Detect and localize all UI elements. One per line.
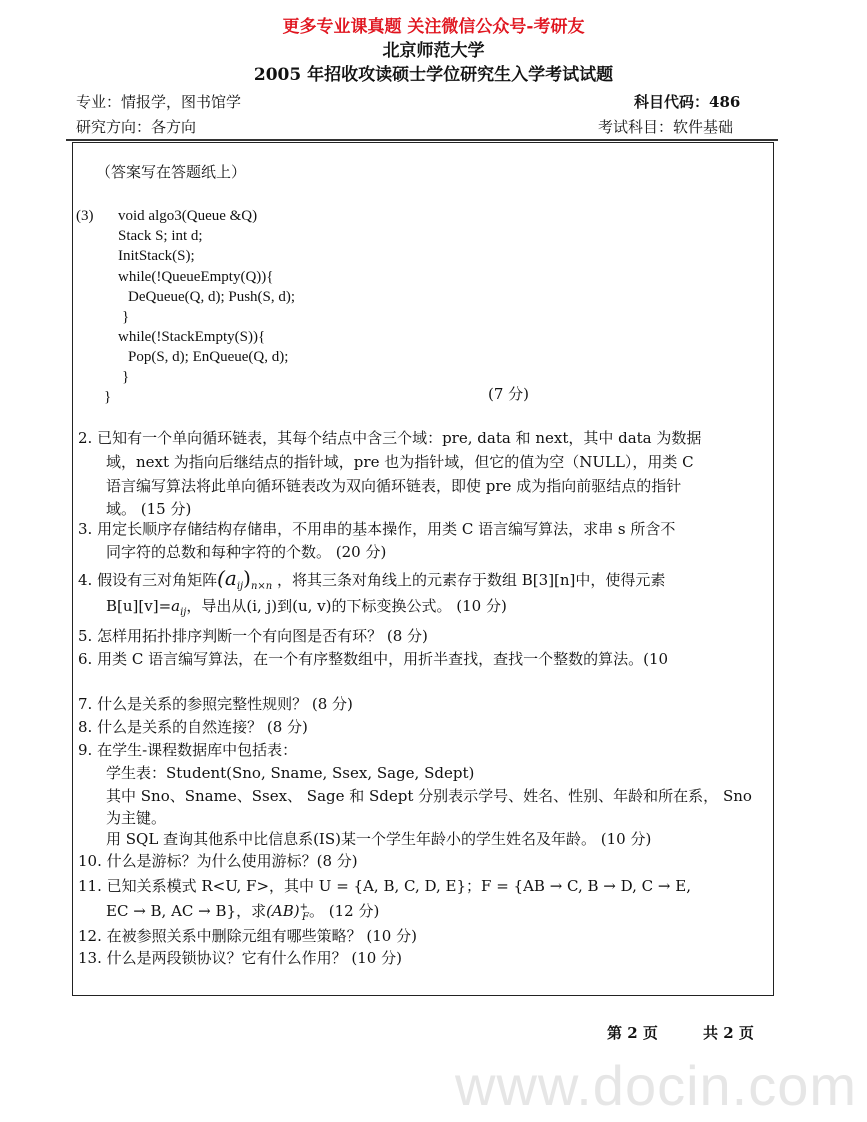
question-9: 9. 在学生-课程数据库中包括表：: [78, 741, 298, 759]
subject: 考试科目：软件基础: [598, 118, 734, 136]
code-line: while(!QueueEmpty(Q)){: [118, 269, 274, 285]
closure-subscript: F: [302, 912, 309, 923]
exam-title: 2005 年招收攻读硕士学位研究生入学考试试题: [253, 65, 614, 85]
question-4: 4. 假设有三对角矩阵$(a_{ij})_{n\times n}$ ，将其三条对角线上的元素存于数组 B[3][n]中，使得元素: [78, 566, 666, 592]
question-3: 3. 用定长顺序存储结构存储串，不用串的基本操作，用类 C 语言编写算法，求串 s 所含不: [78, 520, 676, 538]
question-3-line: 同字符的总数和每种字符的个数。 (20 分): [106, 543, 387, 561]
question-12: 12. 在被参照关系中删除元组有哪些策略？ (10 分): [78, 927, 417, 945]
answer-note: （答案写在答题纸上）: [96, 163, 247, 181]
aij-symbol: a: [171, 597, 181, 615]
aij-subscript: ij: [180, 607, 187, 618]
page-total: 共 2 页: [703, 1024, 754, 1042]
code-score: (7 分): [488, 385, 530, 403]
question-8: 8. 什么是关系的自然连接？ (8 分): [78, 718, 308, 736]
question-9-line: 其中 Sno、Sname、Ssex、 Sage 和 Sdept 分别表示学号、姓名、性别、年龄和所在系， Sno: [106, 787, 752, 805]
code-line: }: [104, 389, 112, 405]
question-11-text: EC → B, AC → B}，求: [106, 902, 267, 920]
code-line: }: [122, 369, 130, 385]
code-line: Pop(S, d); EnQueue(Q, d);: [128, 349, 289, 365]
question-2: 2. 已知有一个单向循环链表，其每个结点中含三个域：pre, data 和 next，其中 data 为数据: [78, 429, 702, 447]
question-11-line: [106, 902, 380, 923]
question-6: 6. 用类 C 语言编写算法，在一个有序整数组中，用折半查找，查找一个整数的算法。(10: [78, 650, 669, 668]
question-11-text: 。 (12 分): [308, 902, 380, 920]
university-name: 北京师范大学: [382, 41, 485, 61]
question-4-text: 4. 假设有三对角矩阵: [78, 571, 218, 589]
question-9-line: 用 SQL 查询其他系中比信息系(IS)某一个学生年龄小的学生姓名及年龄。 (10 分): [106, 830, 652, 848]
question-9-line: 学生表：Student(Sno, Sname, Ssex, Sage, Sdept): [106, 764, 475, 782]
watermark: www.docin.com: [455, 1054, 858, 1117]
question-4-text: ，将其三条对角线上的元素存于数组 B[3][n]中，使得元素: [277, 571, 666, 589]
question-11: 11. 已知关系模式 R<U, F>，其中 U = {A, B, C, D, E}；F = {AB → C, B → D, C → E,: [78, 877, 691, 895]
code-label: (3): [76, 208, 94, 224]
code-line: void algo3(Queue &Q): [118, 208, 258, 224]
question-2-line: 域。 (15 分): [106, 500, 192, 518]
question-7: 7. 什么是关系的参照完整性规则？ (8 分): [78, 695, 353, 713]
question-2-line: 域，next 为指向后继结点的指针域，pre 也为指针域，但它的值为空（NULL），用类 C: [106, 453, 694, 471]
subject-code: 科目代码：486: [634, 93, 741, 111]
header-rule: [66, 139, 778, 141]
question-4-text: ，导出从(i, j)到(u, v)的下标变换公式。 (10 分): [186, 597, 507, 615]
question-4-line: [106, 597, 507, 618]
research-direction: 研究方向：各方向: [76, 118, 197, 136]
matrix-subscript: ij: [236, 581, 244, 592]
closure-symbol: (AB): [266, 902, 300, 920]
banner: 更多专业课真题 关注微信公众号-考研友: [282, 17, 585, 37]
question-10: 10. 什么是游标？为什么使用游标？(8 分): [78, 852, 358, 870]
question-13: 13. 什么是两段锁协议？它有什么作用？ (10 分): [78, 949, 402, 967]
question-2-line: 语言编写算法将此单向循环链表改为双向循环链表，即使 pre 成为指向前驱结点的指针: [106, 477, 682, 495]
question-5: 5. 怎样用拓扑排序判断一个有向图是否有环？ (8 分): [78, 627, 428, 645]
question-4-text: B[u][v]=: [106, 597, 172, 615]
page-number: 第 2 页: [607, 1024, 658, 1042]
closure-superscript: +: [299, 902, 309, 913]
code-line: DeQueue(Q, d); Push(S, d);: [128, 289, 296, 305]
code-line: while(!StackEmpty(S)){: [118, 329, 266, 345]
matrix-dimension: n×n: [250, 581, 273, 592]
code-line: }: [122, 309, 130, 325]
code-line: InitStack(S);: [118, 248, 195, 264]
code-line: Stack S; int d;: [118, 228, 203, 244]
major: 专业：情报学，图书馆学: [76, 93, 242, 111]
question-9-line: 为主键。: [106, 809, 167, 827]
matrix-symbol: (a: [217, 566, 237, 590]
